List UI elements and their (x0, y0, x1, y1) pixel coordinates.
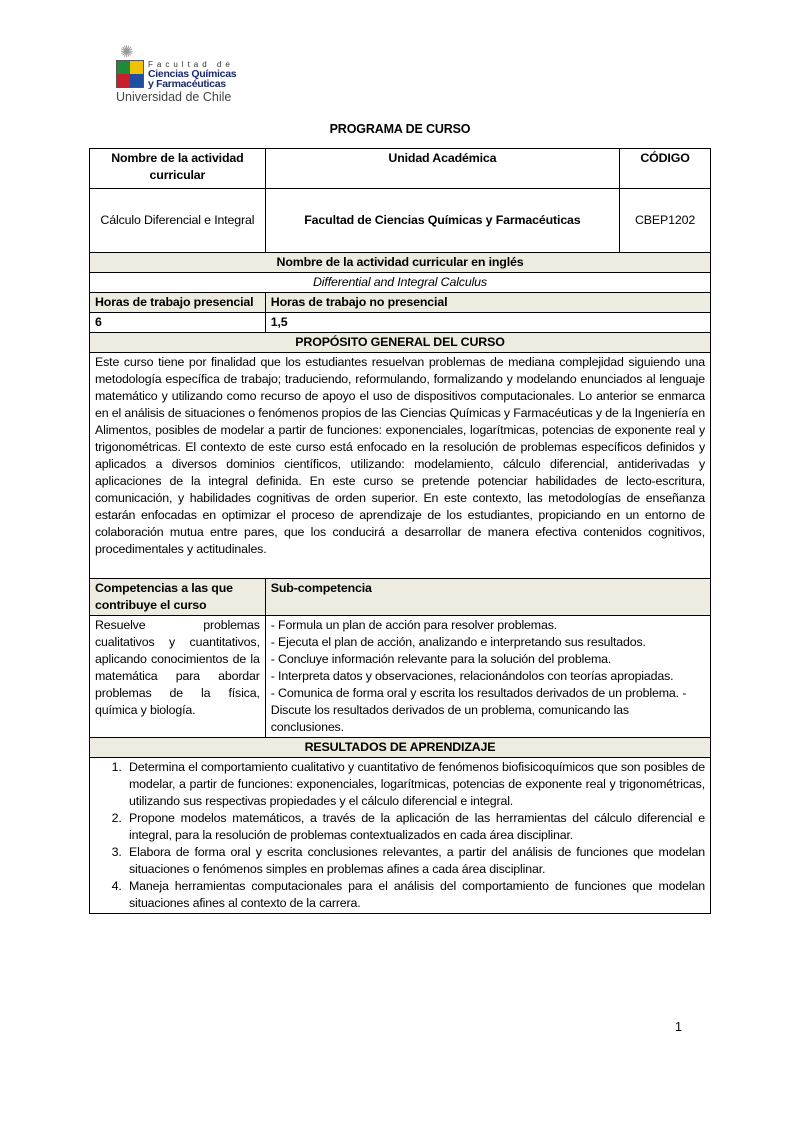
hours-no-presencial: 1,5 (265, 313, 710, 333)
resultado-item: 3. Elabora de forma oral y escrita conclusiones relevantes, a partir del análisis de funciones que modelan situaciones o fenómenos simples en problemas afines a cada área disciplinar. (125, 844, 705, 878)
competencia-text: Resuelve problemas cualitativos y cuantitativos, aplicando conocimientos de la matemática para abordar problemas de la física, química y biología. (90, 616, 266, 738)
page-title: PROGRAMA DE CURSO (329, 122, 471, 136)
university-logo (110, 45, 250, 105)
resultado-item: 1. Determina el comportamiento cualitativo y cuantitativo de fenómenos biofisicoquímicos que son posibles de modelar, a partir de funciones: exponenciales, logarítmicas, potencias de exponente real y trigonométricas, utilizando sus respectivas propiedades y el cálculo diferencial e integral. (125, 759, 705, 810)
header-nombre: Nombre de la actividad curricular (90, 149, 266, 189)
resultado-item: 2. Propone modelos matemáticos, a través de la aplicación de las herramientas del cálculo diferencial e integral, para la resolución de problemas contextualizados en cada área disciplinar. (125, 810, 705, 844)
hours-presencial: 6 (90, 313, 266, 333)
english-name: Differential and Integral Calculus (90, 273, 711, 293)
logo-line-2: Ciencias Químicas y Farmacéuticas (148, 68, 237, 90)
resultados-list (90, 758, 711, 914)
header-codigo: CÓDIGO (620, 149, 711, 189)
header-unidad: Unidad Académica (265, 149, 619, 189)
course-table (89, 148, 711, 914)
logo-line-4: Universidad de Chile (116, 90, 232, 104)
coat-of-arms-icon (116, 60, 144, 88)
subcompetencia-item: - Interpreta datos y observaciones, relacionándolos con teorías apropiadas. (270, 669, 674, 683)
proposito-text: Este curso tiene por finalidad que los estudiantes resuelvan problemas de mediana complejidad siguiendo una metodología específica de trabajo; traduciendo, reformulando, formalizando y modelando enunciados al lenguaje matemático y utilizando como recurso de apoyo el uso de dispositivos computacionales. Lo anterior se enmarca en el análisis de situaciones o fenómenos propios de las Ciencias Químicas y Farmacéuticas y de la Ingeniería en Alimentos, posibles de modelar a partir de funciones: exponenciales, logarítmicas, potencias de exponente real y trigonométricas. El contexto de este curso está enfocado en la resolución de problemas específicos definidos y aplicados a diversos dominios científicos, utilizando: modelamiento, cálculo diferencial, antiderivadas y aplicaciones de la integral definida. En este curso se pretende potenciar habilidades de lecto-escritura, comunicación, y habilidades cognitivas de orden superior. En este contexto, las metodologías de enseñanza estarán enfocadas en optimizar el proceso de aprendizaje de los estudiantes, propiciando en un entorno de colaboración mutua entre pares, que los conducirá a desarrollar de manera efectiva contenidos cognitivos, procedimentales y actitudinales. (90, 353, 711, 579)
sun-emblem-icon: ✺ (120, 44, 134, 61)
course-code: CBEP1202 (620, 189, 711, 253)
header-no-presencial: Horas de trabajo no presencial (265, 293, 710, 313)
subcompetencia-item: - Ejecuta el plan de acción, analizando e interpretando sus resultados. (270, 635, 646, 649)
subcompetencia-list (265, 616, 710, 738)
header-presencial: Horas de trabajo presencial (90, 293, 266, 313)
subcompetencia-item: - Formula un plan de acción para resolver problemas. (270, 618, 558, 632)
resultado-item: 4. Maneja herramientas computacionales para el análisis del comportamiento de funciones que modelan situaciones afines al contexto de la carrera. (125, 878, 705, 912)
header-resultados: RESULTADOS DE APRENDIZAJE (90, 738, 711, 758)
course-name: Cálculo Diferencial e Integral (90, 189, 266, 253)
subcompetencia-item: - Comunica de forma oral y escrita los resultados derivados de un problema. - Discute los resultados derivados de un problema, comunicando las conclusiones. (270, 686, 687, 734)
subcompetencia-item: - Concluye información relevante para la solución del problema. (270, 652, 612, 666)
header-competencias: Competencias a las que contribuye el curso (90, 579, 266, 616)
header-subcompetencia: Sub-competencia (265, 579, 710, 616)
logo-line-1: Facultad de (148, 60, 234, 69)
header-proposito: PROPÓSITO GENERAL DEL CURSO (90, 333, 711, 353)
header-english-name: Nombre de la actividad curricular en inglés (90, 253, 711, 273)
academic-unit: Facultad de Ciencias Químicas y Farmacéuticas (265, 189, 619, 253)
page-number: 1 (675, 1020, 682, 1034)
